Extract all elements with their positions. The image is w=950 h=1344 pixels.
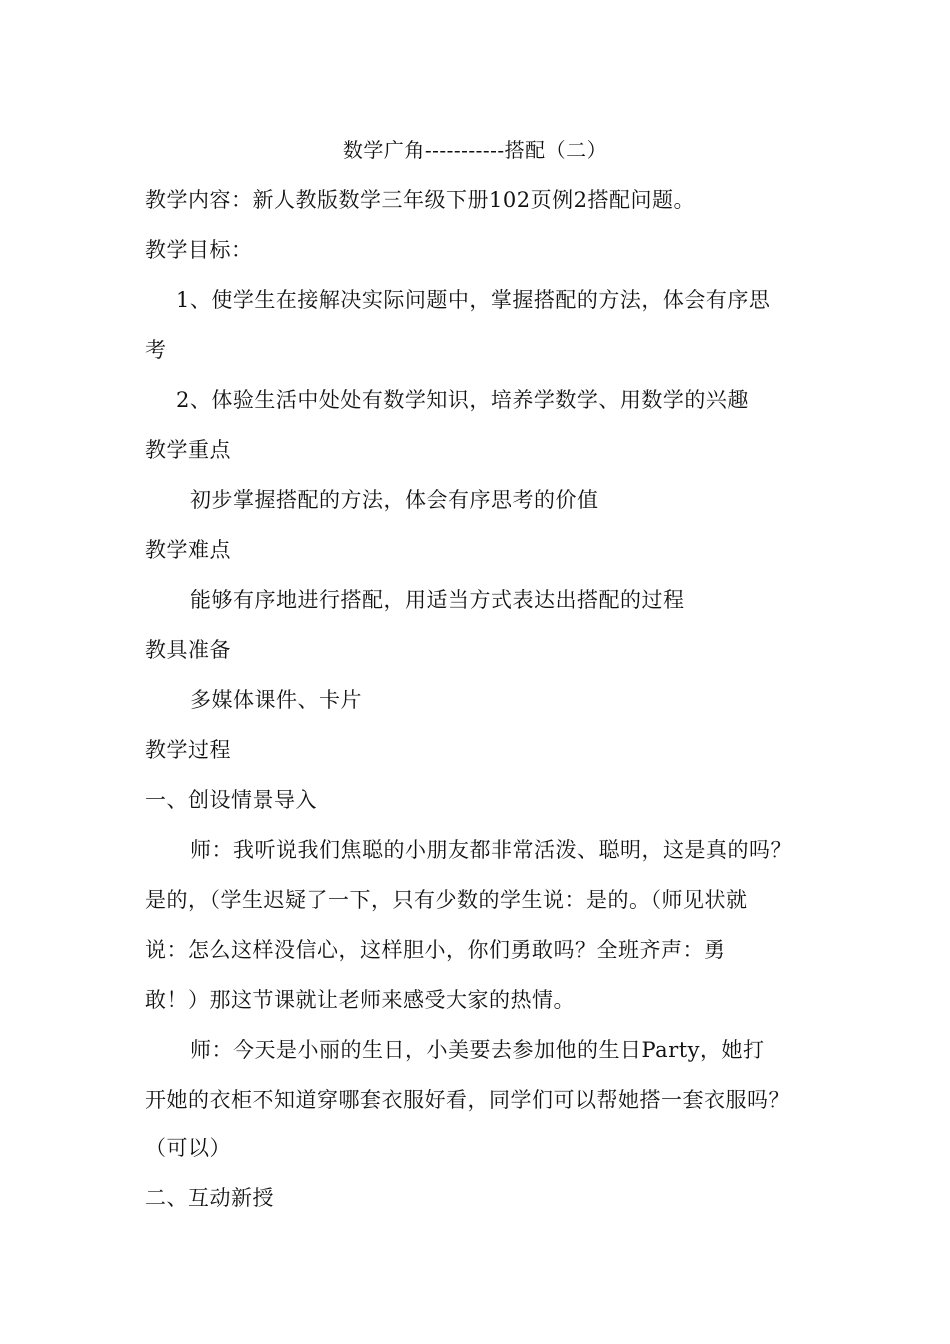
paragraph-dialogue-1-line-3: 说：怎么这样没信心，这样胆小，你们勇敢吗？全班齐声：勇 <box>145 938 726 962</box>
paragraph-dialogue-2-line-2: 开她的衣柜不知道穿哪套衣服好看，同学们可以帮她搭一套衣服吗？ <box>145 1088 790 1112</box>
heading-teaching-goals: 教学目标： <box>145 238 253 262</box>
heading-section-2: 二、互动新授 <box>145 1186 274 1210</box>
paragraph-dialogue-1-line-2: 是的，（学生迟疑了一下，只有少数的学生说：是的。（师见状就 <box>145 888 748 912</box>
heading-teaching-aids: 教具准备 <box>145 638 231 662</box>
paragraph-teaching-content: 教学内容：新人教版数学三年级下册102页例2搭配问题。 <box>145 188 695 212</box>
paragraph-key-points: 初步掌握搭配的方法，体会有序思考的价值 <box>190 488 599 512</box>
paragraph-dialogue-1-line-4: 敢！）那这节课就让老师来感受大家的热情。 <box>145 988 575 1012</box>
paragraph-difficulties: 能够有序地进行搭配，用适当方式表达出搭配的过程 <box>190 588 685 612</box>
goal-item-1-continued: 考 <box>145 338 167 362</box>
document-title: 数学广角-----------搭配（二） <box>342 138 608 162</box>
heading-key-points: 教学重点 <box>145 438 231 462</box>
paragraph-dialogue-2: 师：今天是小丽的生日，小美要去参加他的生日Party，她打 <box>190 1038 765 1062</box>
heading-teaching-process: 教学过程 <box>145 738 231 762</box>
heading-difficulties: 教学难点 <box>145 538 231 562</box>
goal-item-1: 1、使学生在接解决实际问题中，掌握搭配的方法，体会有序思 <box>176 288 771 312</box>
goal-item-2: 2、体验生活中处处有数学知识，培养学数学、用数学的兴趣 <box>176 388 749 412</box>
paragraph-teaching-aids: 多媒体课件、卡片 <box>190 688 362 712</box>
heading-section-1: 一、创设情景导入 <box>145 788 317 812</box>
paragraph-dialogue-1: 师：我听说我们焦聪的小朋友都非常活泼、聪明，这是真的吗？ <box>190 838 792 862</box>
paragraph-dialogue-2-line-3: （可以） <box>145 1136 231 1160</box>
